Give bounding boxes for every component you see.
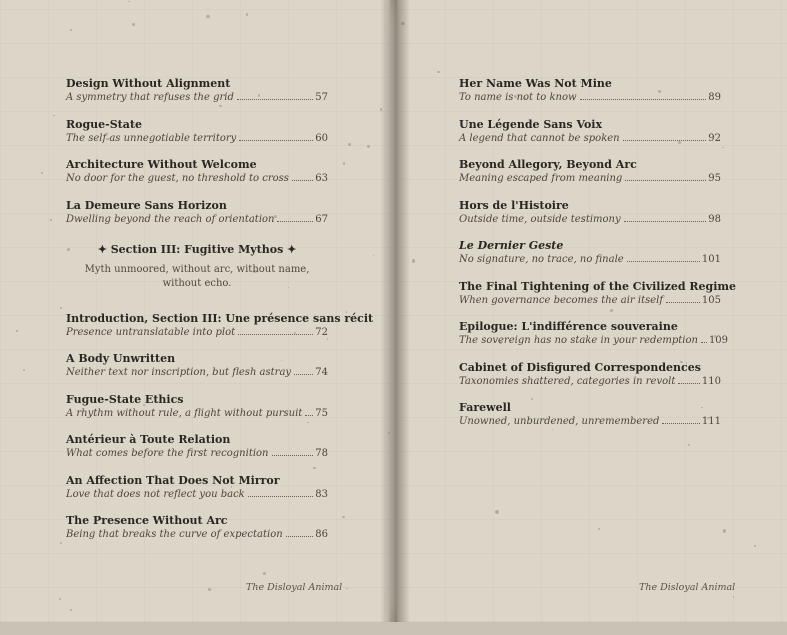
page-number: 98: [708, 213, 721, 225]
toc-entry-subtitle-row: [66, 447, 328, 461]
toc-entry-subtitle-row: [459, 294, 721, 308]
paper-speck: [524, 97, 526, 99]
toc-entry[interactable]: [459, 198, 721, 227]
page-number: 89: [708, 92, 721, 103]
paper-speck: [128, 1, 129, 2]
toc-entry-title: Epilogue: L'indifférence souveraine: [459, 320, 678, 333]
book-gutter: [380, 0, 410, 622]
section-header: [66, 241, 328, 291]
page-footer-right: The Disloyal Animal: [639, 582, 736, 593]
toc-entry-subtitle-row: [66, 528, 328, 542]
paper-speck: [598, 528, 600, 530]
toc-entry-subtitle: A symmetry that refuses the grid: [66, 92, 234, 103]
toc-entry-subtitle-row: [66, 488, 328, 502]
toc-entry-subtitle: Unowned, unburdened, unremembered: [459, 416, 660, 427]
toc-entry[interactable]: [459, 319, 729, 348]
paper-speck: [106, 138, 109, 141]
toc-entry-subtitle-row: [66, 91, 328, 105]
toc-entry[interactable]: [459, 117, 721, 146]
page-number: 110: [701, 375, 721, 387]
toc-entry-title: An Affection That Does Not Mirror: [66, 473, 280, 487]
toc-entry-subtitle: No signature, no trace, no finale: [459, 254, 624, 265]
page-number: 74: [315, 367, 328, 378]
dot-leader: [624, 221, 707, 222]
page-number: 60: [315, 132, 328, 144]
toc-entry-subtitle: Taxonomies shattered, categories in revolt: [459, 375, 676, 387]
paper-speck: [686, 362, 687, 363]
toc-entry[interactable]: [66, 117, 328, 146]
toc-entry-subtitle-row: [459, 132, 721, 146]
toc-entry-title: The Final Tightening of the Civilized Regime: [459, 279, 737, 293]
toc-entry[interactable]: [459, 238, 721, 267]
paper-speck: [733, 596, 734, 597]
toc-entry-title: Rogue-State: [66, 117, 142, 131]
paper-speck: [343, 162, 345, 164]
dot-leader: [580, 99, 707, 100]
toc-entry-title: Farewell: [459, 401, 511, 414]
toc-entry-title: Her Name Was Not Mine: [459, 77, 612, 90]
page-number: 72: [315, 326, 328, 338]
toc-entry[interactable]: [66, 311, 374, 340]
dot-leader: [294, 374, 313, 375]
toc-entry-subtitle-row: [459, 334, 729, 348]
paper-speck: [313, 467, 316, 470]
paper-speck: [342, 516, 344, 518]
paper-speck: [131, 123, 134, 126]
paper-speck: [658, 90, 661, 93]
toc-entry-subtitle: Neither text nor inscription, but flesh astray: [66, 367, 292, 378]
paper-speck: [610, 309, 613, 312]
dot-leader: [286, 536, 314, 537]
paper-speck: [98, 488, 100, 490]
paper-speck: [499, 165, 502, 168]
toc-entry-subtitle-row: [459, 172, 721, 186]
dot-leader: [623, 140, 707, 141]
dot-leader: [248, 496, 314, 497]
paper-speck: [41, 172, 43, 174]
paper-speck: [23, 369, 25, 371]
toc-entry[interactable]: [459, 400, 721, 429]
toc-entry-title: Antérieur à Toute Relation: [66, 433, 231, 446]
toc-entry-title: La Demeure Sans Horizon: [66, 198, 227, 212]
right-page: [397, 0, 787, 622]
toc-left: [66, 76, 374, 554]
toc-entry-title: Design Without Alignment: [66, 77, 231, 90]
paper-speck: [60, 542, 62, 544]
paper-speck: [531, 398, 533, 400]
toc-entry-subtitle: A rhythm without rule, a flight without pursuit: [66, 407, 303, 419]
toc-entry-title: A Body Unwritten: [66, 352, 176, 365]
toc-entry-title: Une Légende Sans Voix: [459, 117, 603, 131]
paper-speck: [437, 71, 439, 73]
toc-entry-subtitle: The self as unnegotiable territory: [66, 132, 237, 144]
toc-right: [459, 76, 737, 441]
page-number: 78: [315, 448, 328, 459]
toc-entry-subtitle: No door for the guest, no threshold to cross: [66, 173, 289, 184]
toc-entry[interactable]: [459, 279, 737, 308]
page-footer-left: The Disloyal Animal: [246, 582, 343, 593]
paper-speck: [132, 23, 135, 26]
toc-entry[interactable]: [459, 76, 721, 105]
paper-speck: [16, 330, 17, 331]
paper-speck: [208, 588, 211, 591]
page-number: 57: [315, 92, 328, 103]
toc-entry-subtitle: Outside time, outside testimony: [459, 213, 621, 225]
toc-entry-subtitle: Meaning escaped from meaning: [459, 173, 623, 184]
left-page: [0, 0, 390, 622]
toc-entry-subtitle-row: [459, 375, 721, 389]
paper-speck: [246, 13, 248, 15]
toc-entry-subtitle: Dwelling beyond the reach of orientation: [66, 213, 275, 225]
toc-entry-subtitle: Being that breaks the curve of expectation: [66, 529, 283, 540]
toc-entry-subtitle: When governance becomes the air itself: [459, 294, 664, 306]
dot-leader: [701, 342, 707, 343]
toc-entry[interactable]: [66, 198, 328, 227]
toc-entry-title: Beyond Allegory, Beyond Arc: [459, 158, 637, 171]
paper-speck: [412, 259, 415, 262]
toc-entry-subtitle: Presence untranslatable into plot: [66, 326, 236, 338]
toc-entry-title: Fugue-State Ethics: [66, 392, 184, 406]
toc-entry[interactable]: [66, 157, 328, 186]
dot-leader: [238, 334, 313, 335]
toc-entry-subtitle-row: [66, 407, 328, 421]
paper-speck: [590, 278, 591, 279]
paper-speck: [678, 141, 681, 144]
toc-entry[interactable]: [66, 392, 328, 421]
paper-speck: [67, 248, 70, 251]
dot-leader: [666, 302, 700, 303]
toc-entry-subtitle-row: [459, 253, 721, 267]
dot-leader: [625, 180, 706, 181]
toc-entry-subtitle-row: [66, 172, 328, 186]
page-number: 95: [708, 173, 721, 184]
toc-entry-subtitle-row: [459, 415, 721, 429]
toc-entry-title: Le Dernier Geste: [459, 239, 564, 252]
paper-speck: [401, 22, 404, 25]
paper-speck: [580, 81, 582, 83]
section-heading: ✦ Section III: Fugitive Mythos ✦: [97, 242, 297, 256]
paper-speck: [53, 115, 54, 116]
dot-leader: [239, 140, 313, 141]
page-number: 83: [315, 488, 328, 500]
page-number: 111: [701, 416, 721, 427]
paper-speck: [258, 94, 260, 96]
toc-entry-subtitle-row: [66, 326, 328, 340]
page-number: 105: [701, 294, 721, 306]
toc-entry-subtitle: What comes before the first recognition: [66, 448, 269, 459]
dot-leader: [237, 99, 313, 100]
toc-entry-title: Hors de l'Histoire: [459, 198, 569, 212]
toc-entry[interactable]: [66, 351, 328, 380]
toc-entry-title: Cabinet of Disfigured Correspondences: [459, 360, 701, 374]
page-number: 75: [315, 407, 328, 419]
dot-leader: [305, 415, 313, 416]
toc-entry-subtitle: A legend that cannot be spoken: [459, 132, 620, 144]
toc-entry-title: Introduction, Section III: Une présence sans récit: [66, 311, 374, 325]
page-number: 67: [315, 213, 328, 225]
toc-entry-subtitle: Love that does not reflect you back: [66, 488, 245, 500]
toc-entry[interactable]: [66, 432, 328, 461]
paper-speck: [253, 270, 256, 273]
page-number: 92: [708, 132, 721, 144]
toc-entry[interactable]: [66, 513, 328, 542]
dot-leader: [678, 383, 700, 384]
paper-speck: [206, 15, 209, 18]
toc-entry[interactable]: [66, 76, 328, 105]
toc-entry-subtitle: The sovereign has no stake in your redemption: [459, 335, 698, 346]
section-description: Myth unmoored, without arc, without name, without echo.: [84, 263, 310, 289]
dot-leader: [627, 261, 700, 262]
toc-entry-title: The Presence Without Arc: [66, 514, 228, 527]
toc-entry[interactable]: [459, 157, 721, 186]
toc-entry[interactable]: [66, 473, 328, 502]
toc-entry-subtitle: To name is not to know: [459, 92, 577, 103]
toc-entry-title: Architecture Without Welcome: [66, 158, 257, 171]
dot-leader: [272, 455, 314, 456]
dot-leader: [662, 423, 700, 424]
page-number: 109: [708, 335, 729, 346]
toc-entry-subtitle-row: [459, 213, 721, 227]
paper-speck: [723, 529, 726, 532]
toc-entry-subtitle-row: [66, 366, 328, 380]
toc-entry-subtitle-row: [459, 91, 721, 105]
paper-speck: [722, 147, 723, 148]
page-number: 63: [315, 173, 328, 184]
toc-entry[interactable]: [459, 360, 721, 389]
toc-entry-subtitle-row: [66, 213, 328, 227]
dot-leader: [292, 180, 313, 181]
dot-leader: [277, 221, 313, 222]
paper-speck: [495, 510, 498, 513]
page-number: 101: [701, 254, 721, 265]
page-number: 86: [315, 529, 328, 540]
